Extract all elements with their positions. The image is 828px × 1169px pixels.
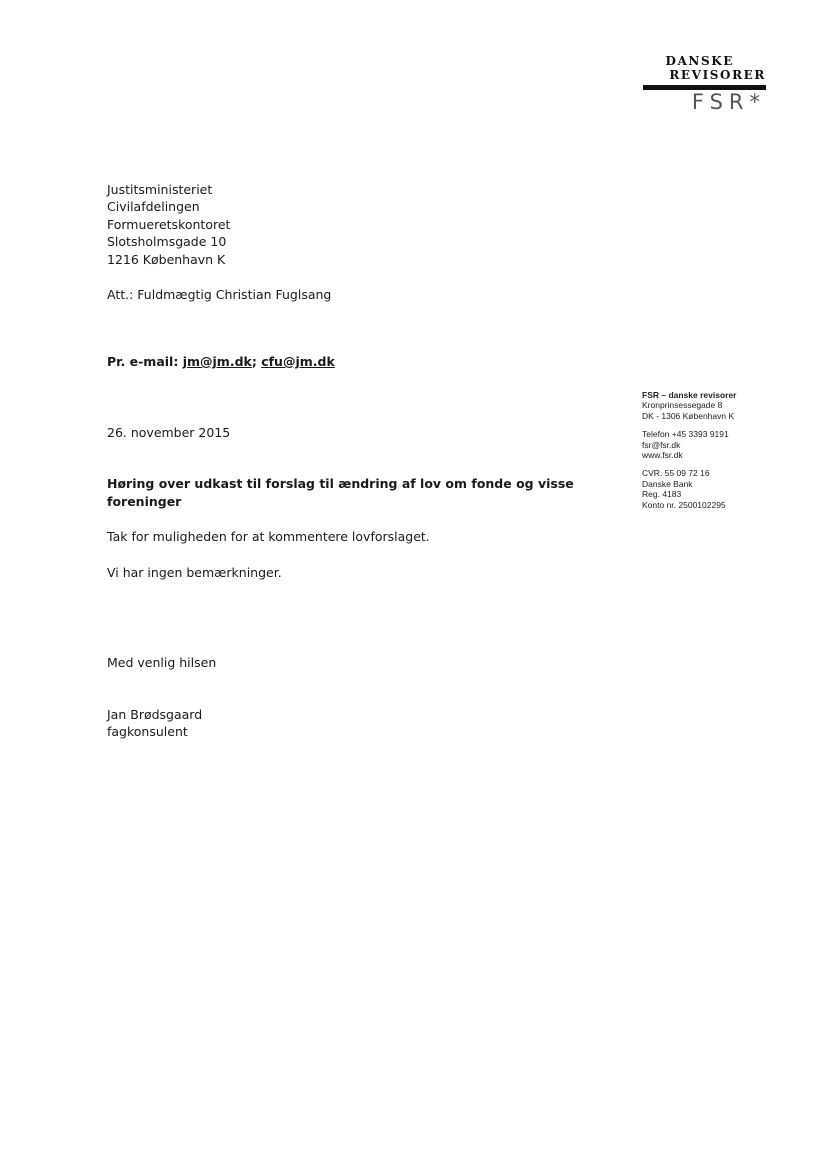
fsr-logo <box>636 54 766 113</box>
sender-org: FSR – danske revisorer <box>642 390 737 400</box>
sender-reg: Reg. 4183 <box>642 489 682 500</box>
signer-title: fagkonsulent <box>107 724 188 740</box>
email-line <box>107 353 335 370</box>
sender-web[interactable]: www.fsr.dk <box>642 450 683 461</box>
sender-phone: Telefon +45 3393 9191 <box>642 429 729 440</box>
letter-date: 26. november 2015 <box>107 425 231 440</box>
recipient-line: Slotsholmsgade 10 <box>107 234 227 250</box>
signature-block <box>107 706 202 741</box>
logo-line-revisorer: REVISORER <box>669 68 766 82</box>
email-separator: ; <box>251 354 257 369</box>
recipient-line: 1216 København K <box>107 251 226 267</box>
recipient-address <box>107 181 230 268</box>
signer-name: Jan Brødsgaard <box>107 707 203 722</box>
recipient-line: Justitsministeriet <box>107 182 213 197</box>
closing-phrase: Med venlig hilsen <box>107 655 217 670</box>
email-link-jm[interactable]: jm@jm.dk <box>182 354 252 369</box>
recipient-line: Formueretskontoret <box>107 216 231 232</box>
sender-bank: Danske Bank <box>642 478 693 489</box>
sender-account: Konto nr. 2500102295 <box>642 499 726 510</box>
email-label: Pr. e-mail: <box>107 354 179 369</box>
body-paragraph-2: Vi har ingen bemærkninger. <box>107 565 282 580</box>
spacer <box>642 460 737 468</box>
logo-mark-fsr: FSR* <box>691 90 766 114</box>
sender-info <box>642 390 737 510</box>
spacer <box>642 421 737 429</box>
sender-email[interactable]: fsr@fsr.dk <box>642 439 681 450</box>
sender-address-2: DK - 1306 København K <box>642 410 735 421</box>
email-link-cfu[interactable]: cfu@jm.dk <box>261 354 335 369</box>
letter-subject: Høring over udkast til forslag til ændring af lov om fonde og visse foreninger <box>107 476 574 509</box>
recipient-line: Civilafdelingen <box>107 199 200 215</box>
body-paragraph-1: Tak for muligheden for at kommentere lovforslaget. <box>107 529 430 544</box>
logo-line-danske: DANSKE <box>665 54 734 68</box>
sender-address-1: Kronprinsessegade 8 <box>642 400 723 411</box>
sender-cvr: CVR. 55 09 72 16 <box>642 468 710 479</box>
attention-line: Att.: Fuldmægtig Christian Fuglsang <box>107 287 332 302</box>
